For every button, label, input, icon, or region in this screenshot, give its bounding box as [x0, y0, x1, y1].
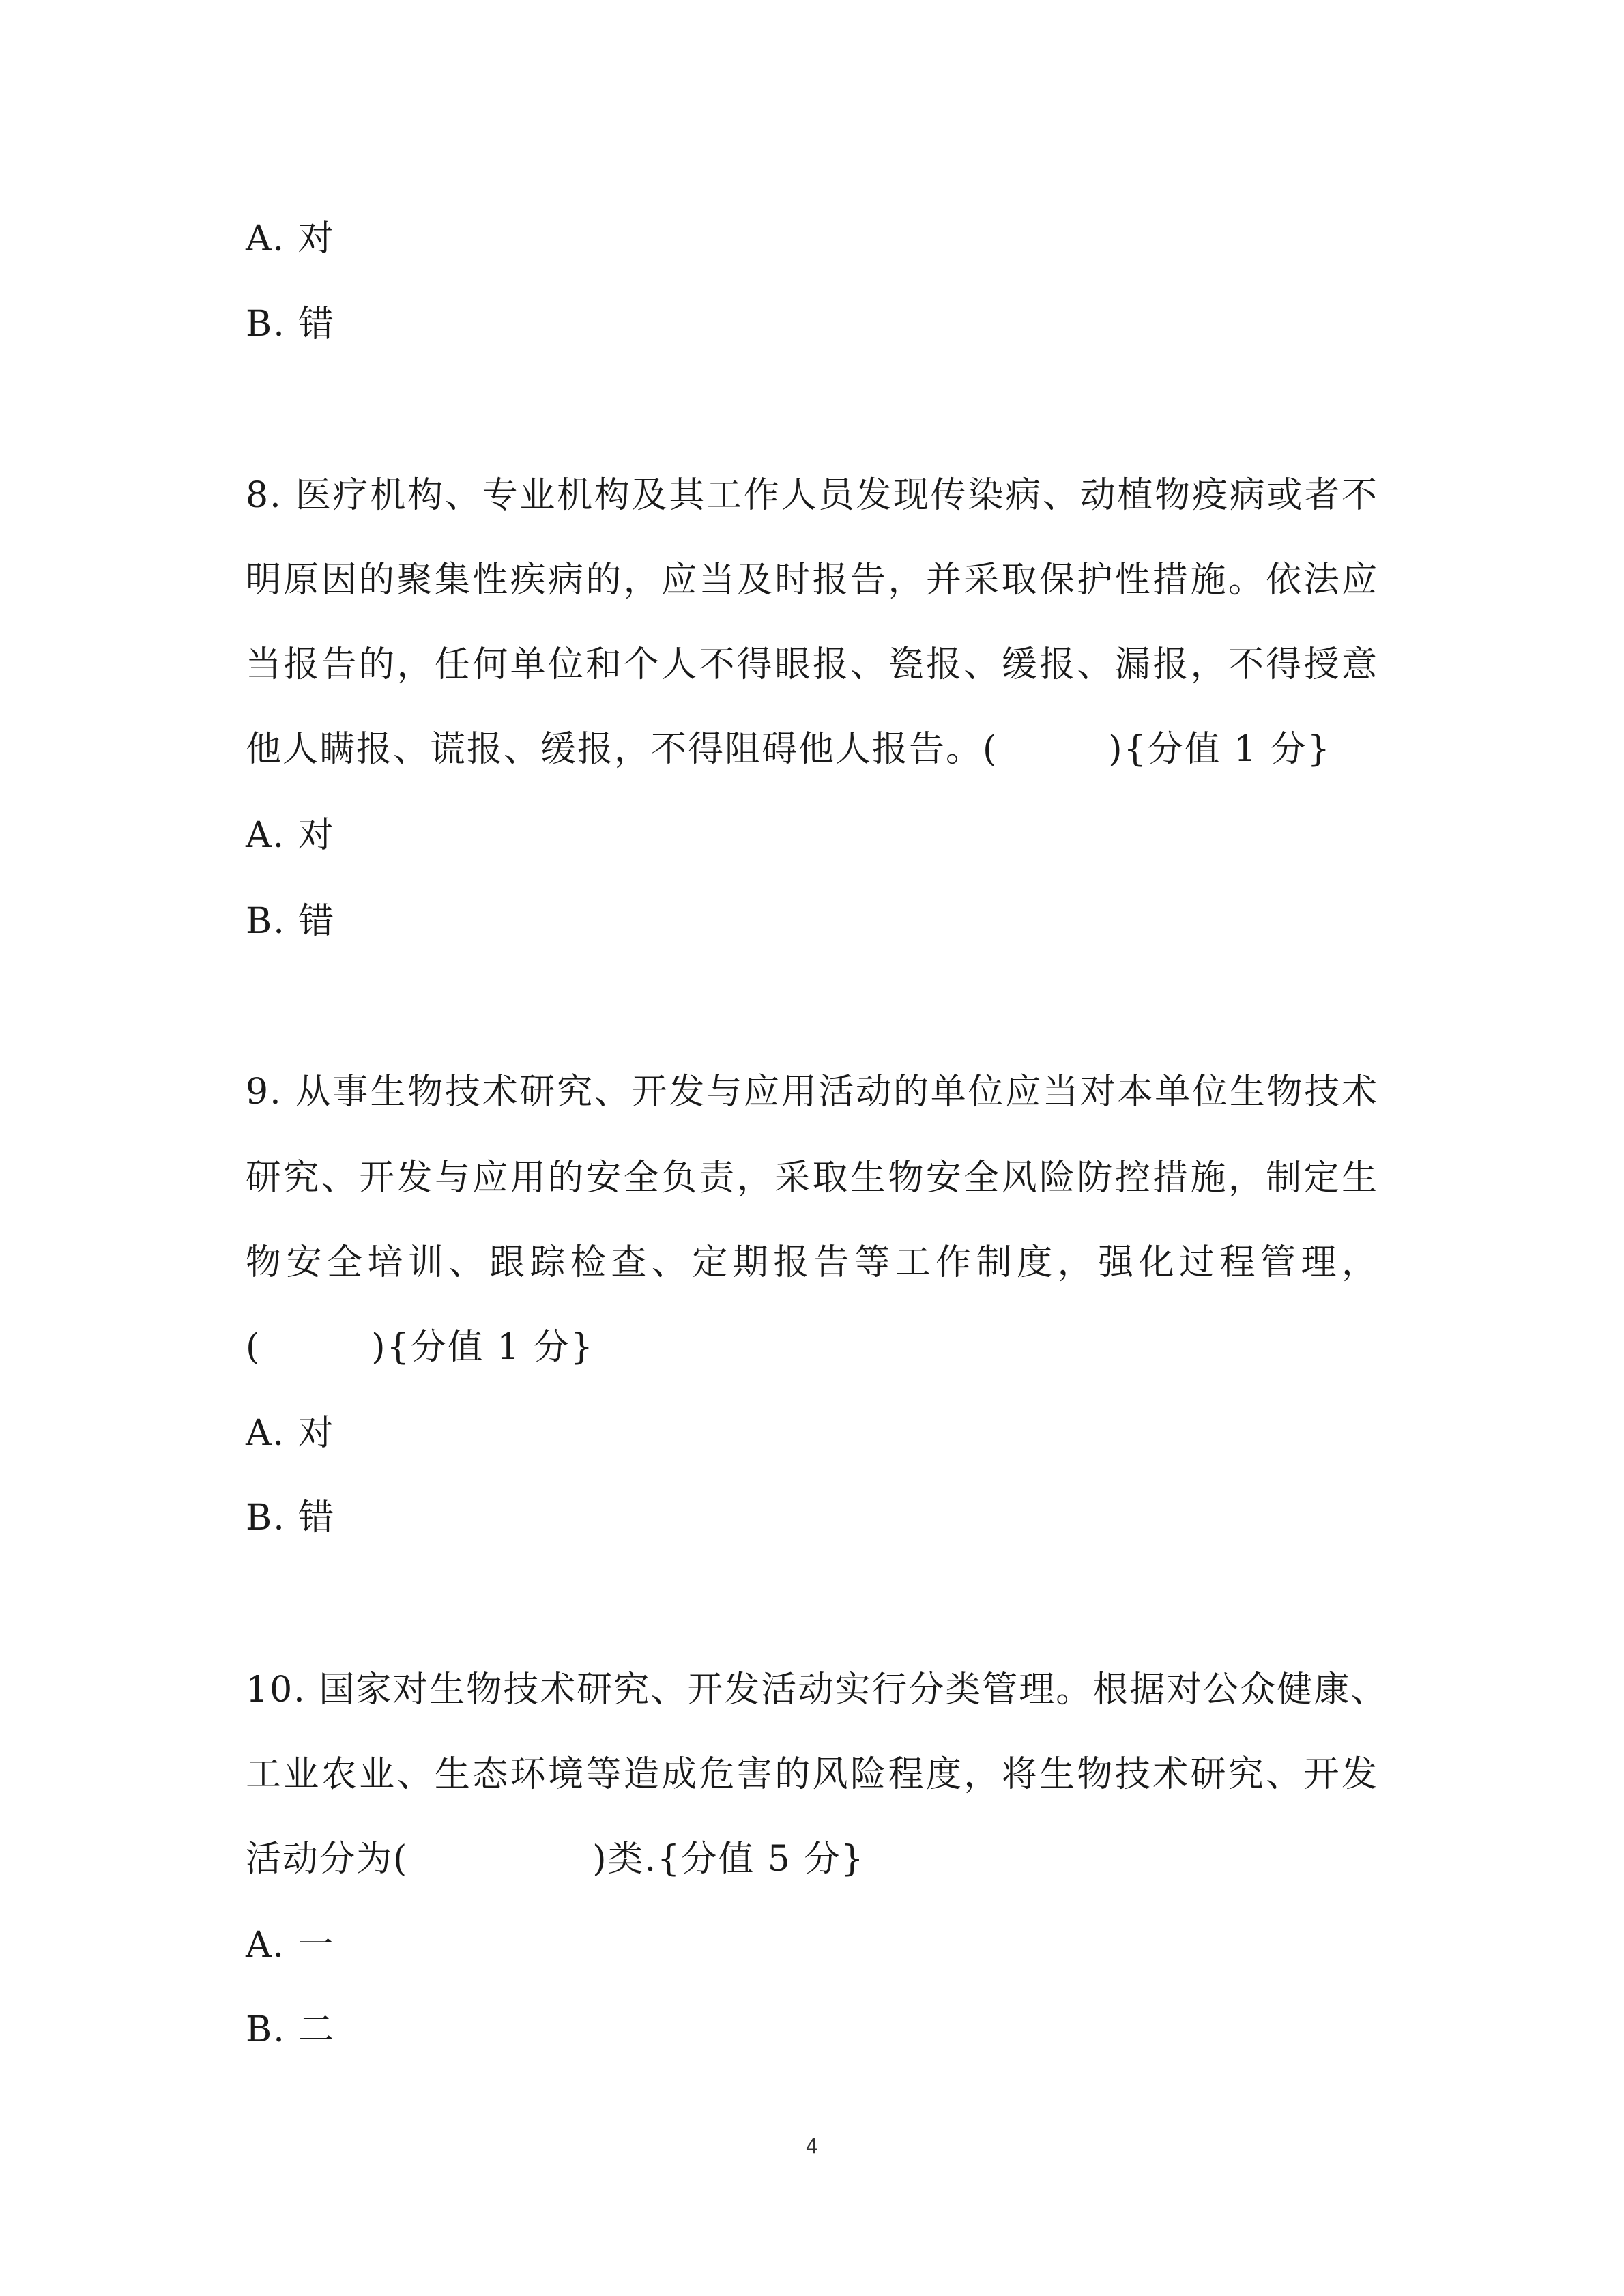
question-8-line-2: 明原因的聚集性疾病的，应当及时报告，并采取保护性措施。依法应	[246, 560, 1378, 601]
question-10-line-1: 10. 国家对生物技术研究、开发活动实行分类管理。根据对公众健康、	[246, 1669, 1388, 1710]
question-8-line-4: 他人瞒报、谎报、缓报，不得阻碍他人报告。( ){分值 1 分}	[246, 729, 1331, 770]
answer-option-b: B. 错	[246, 1497, 336, 1538]
answer-option-a: A. 一	[246, 1925, 335, 1966]
answer-option-a: A. 对	[246, 218, 335, 259]
question-9-line-4: ( ){分值 1 分}	[246, 1327, 594, 1368]
answer-option-b: B. 错	[246, 304, 336, 345]
question-8-line-1: 8. 医疗机构、专业机构及其工作人员发现传染病、动植物疫病或者不	[246, 475, 1378, 516]
question-8-line-3: 当报告的，任何单位和个人不得眼报、瓷报、缓报、漏报，不得授意	[246, 644, 1378, 685]
question-10-line-3: 活动分为( )类.{分值 5 分}	[246, 1839, 865, 1880]
answer-option-a: A. 对	[246, 1413, 335, 1454]
answer-option-a: A. 对	[246, 815, 335, 856]
answer-option-b: B. 错	[246, 901, 336, 942]
question-9-line-3: 物安全培训、跟踪检查、定期报告等工作制度，强化过程管理，	[246, 1242, 1378, 1283]
question-9-line-2: 研究、开发与应用的安全负责，采取生物安全风险防控措施，制定生	[246, 1158, 1378, 1199]
page-number: 4	[805, 2135, 819, 2159]
question-9-line-1: 9. 从事生物技术研究、开发与应用活动的单位应当对本单位生物技术	[246, 1072, 1378, 1113]
question-10-line-2: 工业农业、生态环境等造成危害的风险程度，将生物技术研究、开发	[246, 1754, 1378, 1795]
answer-option-b: B. 二	[246, 2009, 336, 2050]
